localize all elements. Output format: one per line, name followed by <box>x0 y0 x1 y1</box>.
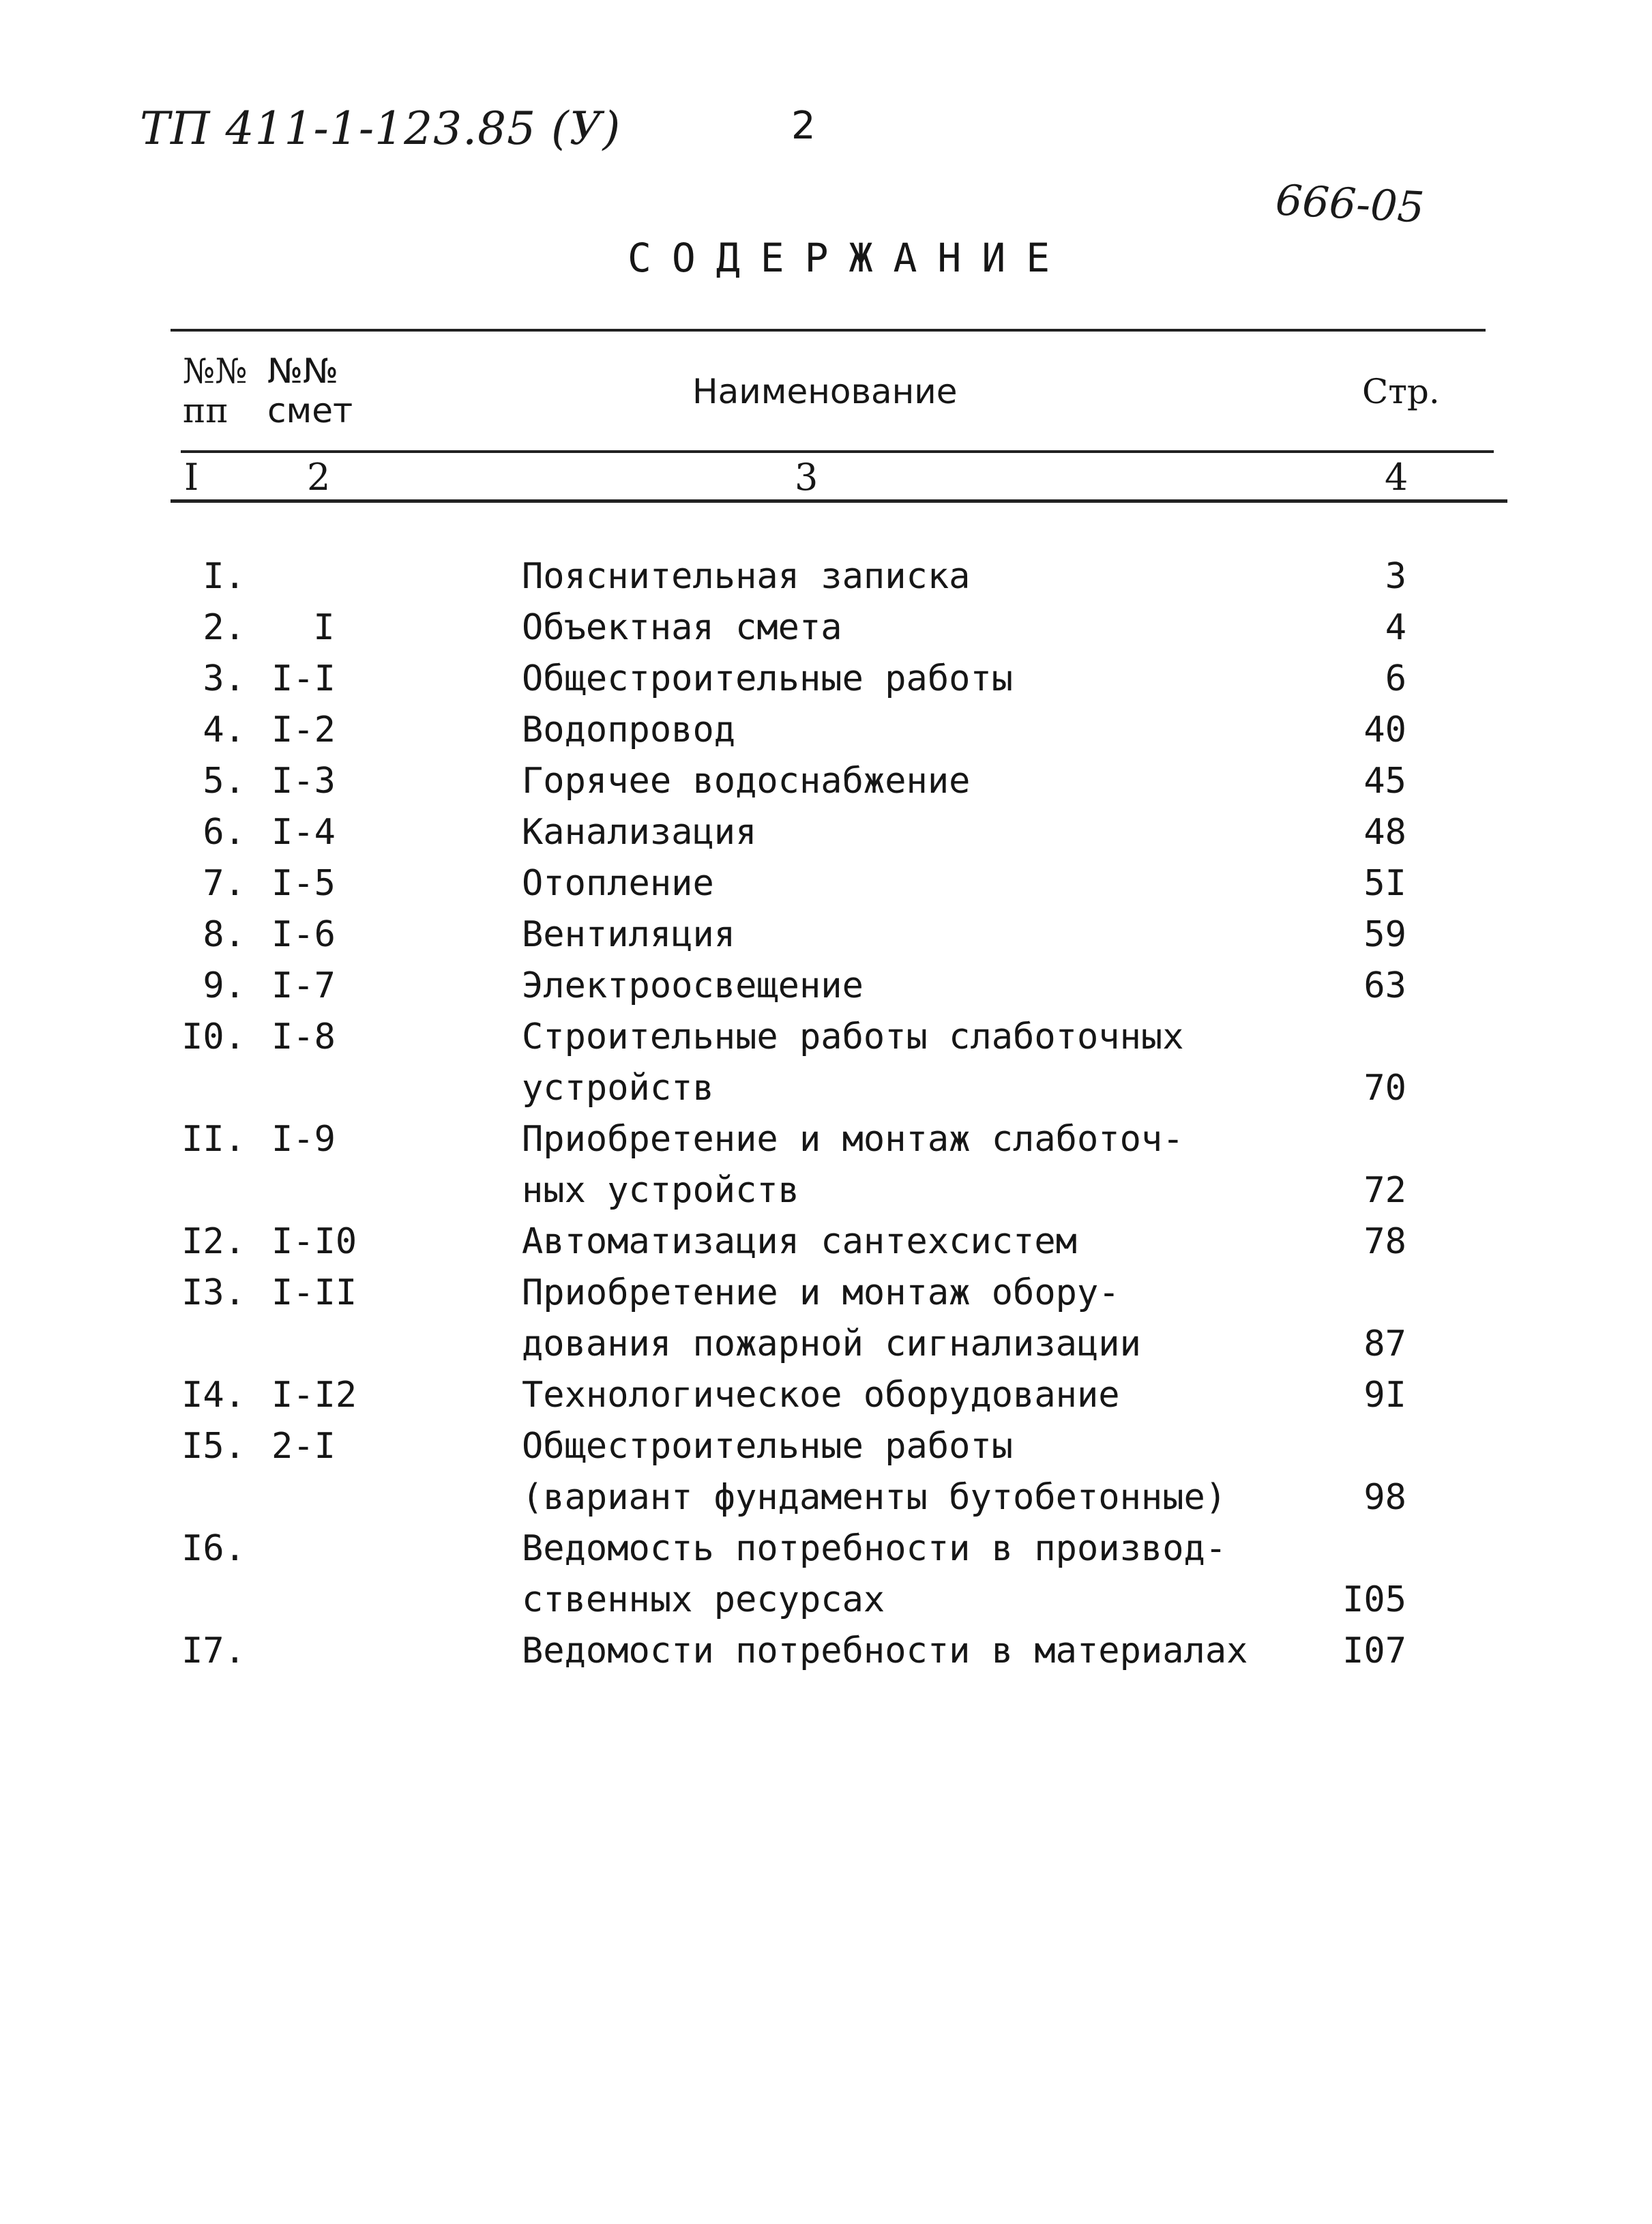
item-page: 87 <box>1363 1323 1406 1364</box>
table-top-rule <box>171 329 1486 332</box>
item-title: Горячее водоснабжение <box>522 761 971 802</box>
document-code: ТП 411-1-123.85 (У) <box>140 102 621 155</box>
column-number-rule <box>171 499 1507 503</box>
column-number-2: 2 <box>307 456 331 499</box>
column-header-estimate-number-line1: №№ <box>267 351 339 391</box>
archive-number: 666-05 <box>1274 175 1426 233</box>
estimate-number: I-2 <box>271 709 336 750</box>
item-page: 45 <box>1363 761 1406 802</box>
item-title: Канализация <box>522 812 757 853</box>
item-title: Ведомость потребности в производ- <box>522 1528 1227 1569</box>
item-number: I0. <box>181 1016 246 1057</box>
table-row <box>0 1119 1652 1170</box>
item-number: 7. <box>203 863 246 904</box>
table-row <box>0 1170 1652 1221</box>
item-title: ственных ресурсах <box>522 1579 885 1620</box>
estimate-number: I-9 <box>271 1119 336 1160</box>
item-number: 3. <box>203 658 246 699</box>
item-number: 8. <box>203 914 246 955</box>
estimate-number: I-6 <box>271 914 336 955</box>
estimate-number: I-3 <box>271 761 336 802</box>
column-number-4: 4 <box>1385 456 1408 499</box>
table-row <box>0 1272 1652 1323</box>
item-number: 6. <box>203 812 246 853</box>
item-number: I4. <box>181 1375 246 1416</box>
item-title: Вентиляция <box>522 914 736 955</box>
estimate-number: I-I0 <box>271 1221 357 1262</box>
estimate-number: 2-I <box>271 1426 336 1467</box>
item-title: Технологическое оборудование <box>522 1375 1120 1416</box>
item-page: 5I <box>1363 863 1406 904</box>
table-row <box>0 1323 1652 1375</box>
table-row <box>0 1375 1652 1426</box>
item-title: Приобретение и монтаж обору- <box>522 1272 1120 1313</box>
item-title: Ведомости потребности в материалах <box>522 1630 1248 1671</box>
estimate-number: I-II <box>271 1272 357 1313</box>
item-number: I. <box>203 556 246 597</box>
item-page: 48 <box>1363 812 1406 853</box>
item-number: 2. <box>203 607 246 648</box>
header-rule <box>181 450 1494 453</box>
estimate-number: I-5 <box>271 863 336 904</box>
column-header-estimate-number <box>267 351 353 430</box>
table-row <box>0 1579 1652 1630</box>
table-row <box>0 761 1652 812</box>
item-title: Пояснительная записка <box>522 556 971 597</box>
item-page: 6 <box>1385 658 1406 699</box>
table-row <box>0 914 1652 965</box>
item-title: ных устройств <box>522 1170 799 1211</box>
item-page: 3 <box>1385 556 1406 597</box>
table-row <box>0 965 1652 1016</box>
estimate-number: I-8 <box>271 1016 336 1057</box>
item-title: Водопровод <box>522 709 736 750</box>
item-title: (вариант фундаменты бутобетонные) <box>522 1477 1227 1518</box>
item-title: дования пожарной сигнализации <box>522 1323 1141 1364</box>
table-row <box>0 709 1652 761</box>
item-number: I3. <box>181 1272 246 1313</box>
item-page: 59 <box>1363 914 1406 955</box>
table-row <box>0 1528 1652 1579</box>
page-number: 2 <box>791 104 816 148</box>
table-row <box>0 1426 1652 1477</box>
item-page: 72 <box>1363 1170 1406 1211</box>
item-number: I5. <box>181 1426 246 1467</box>
page-title: СОДЕРЖАНИЕ <box>628 234 1071 281</box>
estimate-number: I-4 <box>271 812 336 853</box>
column-header-item-number-line2: пп <box>183 391 228 430</box>
estimate-number: I <box>313 607 335 648</box>
item-page: 78 <box>1363 1221 1406 1262</box>
table-row <box>0 607 1652 658</box>
estimate-number: I-7 <box>271 965 336 1006</box>
item-title: Объектная смета <box>522 607 842 648</box>
item-title: Автоматизация сантехсистем <box>522 1221 1077 1262</box>
table-row <box>0 1016 1652 1068</box>
column-header-name: Наименование <box>692 372 958 411</box>
item-number: I7. <box>181 1630 246 1671</box>
item-title: Электроосвещение <box>522 965 864 1006</box>
item-title: Строительные работы слаботочных <box>522 1016 1184 1057</box>
item-number: 4. <box>203 709 246 750</box>
table-of-contents <box>0 556 1652 1682</box>
column-number-1: I <box>184 456 199 499</box>
item-title: Приобретение и монтаж слаботоч- <box>522 1119 1184 1160</box>
column-number-3: 3 <box>795 456 818 499</box>
item-number: I6. <box>181 1528 246 1569</box>
table-row <box>0 1221 1652 1272</box>
item-page: 9I <box>1363 1375 1406 1416</box>
column-header-estimate-number-line2: смет <box>267 391 353 430</box>
item-page: I07 <box>1342 1630 1406 1671</box>
table-row <box>0 1068 1652 1119</box>
item-number: I2. <box>181 1221 246 1262</box>
table-row <box>0 1630 1652 1682</box>
item-number: 9. <box>203 965 246 1006</box>
estimate-number: I-I2 <box>271 1375 357 1416</box>
item-page: 63 <box>1363 965 1406 1006</box>
item-title: Общестроительные работы <box>522 1426 1014 1467</box>
item-page: 98 <box>1363 1477 1406 1518</box>
item-title: Отопление <box>522 863 714 904</box>
table-row <box>0 1477 1652 1528</box>
item-page: 4 <box>1385 607 1406 648</box>
table-row <box>0 658 1652 709</box>
item-number: II. <box>181 1119 246 1160</box>
item-number: 5. <box>203 761 246 802</box>
column-header-item-number-line1: №№ <box>183 351 248 391</box>
item-page: 40 <box>1363 709 1406 750</box>
table-row <box>0 556 1652 607</box>
estimate-number: I-I <box>271 658 336 699</box>
item-title: Общестроительные работы <box>522 658 1014 699</box>
item-page: 70 <box>1363 1068 1406 1109</box>
column-header-page: Стр. <box>1362 372 1440 411</box>
column-header-item-number <box>183 351 248 430</box>
table-row <box>0 812 1652 863</box>
table-row <box>0 863 1652 914</box>
item-title: устройств <box>522 1068 714 1109</box>
item-page: I05 <box>1342 1579 1406 1620</box>
